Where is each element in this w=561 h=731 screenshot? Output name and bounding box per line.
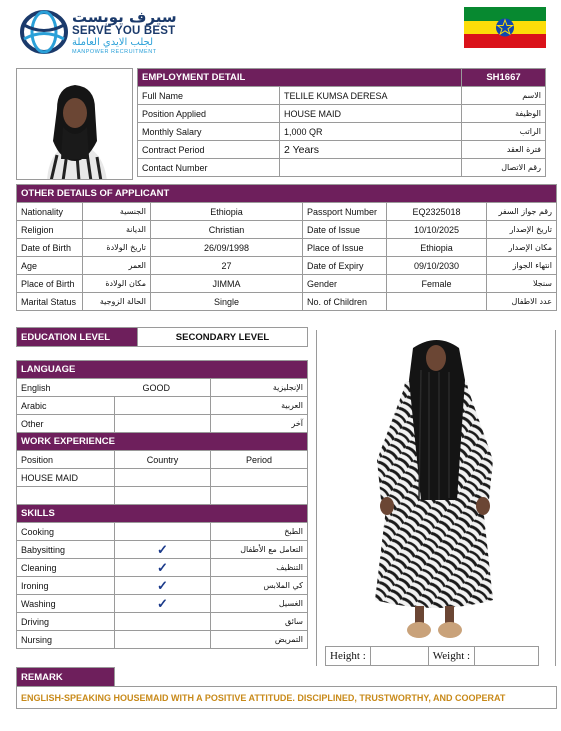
skill-check xyxy=(115,523,211,541)
field-label-arabic: سنجلا xyxy=(487,275,557,293)
skill-row xyxy=(17,577,308,595)
skill-name: Cleaning xyxy=(17,559,115,577)
field-label: No. of Children xyxy=(303,293,387,311)
table-row xyxy=(17,257,557,275)
reference-code: SH1667 xyxy=(462,69,546,87)
skill-check xyxy=(115,559,211,577)
table-row xyxy=(138,141,546,159)
skill-name-arabic: الغسيل xyxy=(211,595,308,613)
table-row xyxy=(17,221,557,239)
employment-detail-table xyxy=(137,68,546,177)
table-row xyxy=(17,469,308,487)
field-value: HOUSE MAID xyxy=(280,105,462,123)
field-label-arabic: انتهاء الجواز xyxy=(487,257,557,275)
applicant-headshot xyxy=(16,68,133,180)
full-body-image xyxy=(317,330,555,646)
height-label: Height : xyxy=(326,647,371,666)
skill-name: Cooking xyxy=(17,523,115,541)
language-name-arabic: آخر xyxy=(211,415,308,433)
field-label: Passport Number xyxy=(303,203,387,221)
field-label: Date of Issue xyxy=(303,221,387,239)
field-value: 27 xyxy=(151,257,303,275)
skill-name: Ironing xyxy=(17,577,115,595)
field-value xyxy=(387,293,487,311)
field-label: Place of Issue xyxy=(303,239,387,257)
skill-check xyxy=(115,541,211,559)
field-value: 2 Years xyxy=(280,141,462,159)
skill-row xyxy=(17,523,308,541)
field-label: Place of Birth xyxy=(17,275,83,293)
checkmark-icon: ✓ xyxy=(157,578,168,593)
field-label: Position Applied xyxy=(138,105,280,123)
skill-name-arabic: التنظيف xyxy=(211,559,308,577)
skill-name-arabic: التمريض xyxy=(211,631,308,649)
skill-name: Driving xyxy=(17,613,115,631)
work-period xyxy=(211,469,308,487)
height-value xyxy=(370,647,428,666)
skill-name-arabic: كي الملابس xyxy=(211,577,308,595)
field-label: Nationality xyxy=(17,203,83,221)
skill-name: Nursing xyxy=(17,631,115,649)
weight-value xyxy=(475,647,539,666)
skill-name-arabic: سائق xyxy=(211,613,308,631)
field-value: 09/10/2030 xyxy=(387,257,487,275)
column-header-period: Period xyxy=(211,451,308,469)
language-level: GOOD xyxy=(115,379,211,397)
table-header-row xyxy=(17,451,308,469)
field-label-arabic: الجنسية xyxy=(83,203,151,221)
field-label-arabic: الوظيفة xyxy=(462,105,546,123)
field-label: Full Name xyxy=(138,87,280,105)
work-experience-header: WORK EXPERIENCE xyxy=(17,433,308,451)
table-row xyxy=(17,239,557,257)
checkmark-icon: ✓ xyxy=(157,560,168,575)
language-name: Arabic xyxy=(17,397,115,415)
skill-name: Babysitting xyxy=(17,541,115,559)
skill-row xyxy=(17,595,308,613)
education-level-header: EDUCATION LEVEL xyxy=(17,328,138,347)
field-value: Christian xyxy=(151,221,303,239)
field-label: Religion xyxy=(17,221,83,239)
language-work-skills-table xyxy=(16,360,308,649)
field-label: Marital Status xyxy=(17,293,83,311)
table-row xyxy=(17,275,557,293)
field-value: 10/10/2025 xyxy=(387,221,487,239)
field-label-arabic: تاريخ الإصدار xyxy=(487,221,557,239)
remark-header: REMARK xyxy=(17,668,115,687)
field-label-arabic: الحالة الزوجية xyxy=(83,293,151,311)
logo-english-text: SERVE YOU BEST xyxy=(72,25,176,37)
work-position: HOUSE MAID xyxy=(17,469,115,487)
field-label: Contact Number xyxy=(138,159,280,177)
globe-logo-icon xyxy=(20,10,68,54)
remark-table xyxy=(16,667,557,709)
table-row xyxy=(17,379,308,397)
table-row xyxy=(17,203,557,221)
skill-row xyxy=(17,613,308,631)
applicant-full-body-photo xyxy=(316,330,556,666)
work-position xyxy=(17,487,115,505)
checkmark-icon: ✓ xyxy=(157,596,168,611)
skill-row xyxy=(17,541,308,559)
field-value xyxy=(280,159,462,177)
table-row xyxy=(138,159,546,177)
field-label-arabic: مكان الولادة xyxy=(83,275,151,293)
field-label: Contract Period xyxy=(138,141,280,159)
table-row xyxy=(138,123,546,141)
language-level xyxy=(115,397,211,415)
column-header-position: Position xyxy=(17,451,115,469)
remark-text: ENGLISH-SPEAKING HOUSEMAID WITH A POSITIVE ATTITUDE. DISCIPLINED, TRUSTWORTHY, AND COOPERAT xyxy=(17,687,557,709)
skill-row xyxy=(17,559,308,577)
language-name: Other xyxy=(17,415,115,433)
headshot-image xyxy=(17,69,133,180)
skill-name-arabic: التعامل مع الأطفال xyxy=(211,541,308,559)
logo-arabic-subtext: لجلب الايدي العاملة xyxy=(72,37,154,48)
logo-tagline: MANPOWER RECRUITMENT xyxy=(72,49,157,55)
field-label-arabic: رقم جواز السفر xyxy=(487,203,557,221)
field-label: Monthly Salary xyxy=(138,123,280,141)
language-header: LANGUAGE xyxy=(17,361,308,379)
field-label-arabic: مكان الإصدار xyxy=(487,239,557,257)
skill-row xyxy=(17,631,308,649)
field-label-arabic: الراتب xyxy=(462,123,546,141)
field-value: Ethiopia xyxy=(387,239,487,257)
weight-label: Weight : xyxy=(428,647,474,666)
field-label-arabic: العمر xyxy=(83,257,151,275)
field-label: Date of Expiry xyxy=(303,257,387,275)
work-period xyxy=(211,487,308,505)
language-level xyxy=(115,415,211,433)
field-value: Female xyxy=(387,275,487,293)
table-row xyxy=(17,415,308,433)
skills-header: SKILLS xyxy=(17,505,308,523)
table-row xyxy=(17,397,308,415)
field-label: Gender xyxy=(303,275,387,293)
company-logo xyxy=(20,8,180,56)
field-label-arabic: عدد الاطفال xyxy=(487,293,557,311)
skill-name: Washing xyxy=(17,595,115,613)
field-value: TELILE KUMSA DERESA xyxy=(280,87,462,105)
field-label: Date of Birth xyxy=(17,239,83,257)
column-header-country: Country xyxy=(115,451,211,469)
education-level-table xyxy=(16,327,308,347)
height-weight-table xyxy=(325,646,539,666)
field-value: Ethiopia xyxy=(151,203,303,221)
work-country xyxy=(115,487,211,505)
field-value: JIMMA xyxy=(151,275,303,293)
employment-detail-header: EMPLOYMENT DETAIL xyxy=(138,69,462,87)
skill-check xyxy=(115,577,211,595)
field-label-arabic: فترة العقد xyxy=(462,141,546,159)
skill-check xyxy=(115,595,211,613)
remark-header-filler xyxy=(115,668,557,687)
field-label-arabic: تاريخ الولادة xyxy=(83,239,151,257)
other-details-table xyxy=(16,184,557,311)
field-label-arabic: الاسم xyxy=(462,87,546,105)
field-value: 1,000 QR xyxy=(280,123,462,141)
work-country xyxy=(115,469,211,487)
ethiopia-flag-icon xyxy=(464,7,546,48)
table-row xyxy=(17,293,557,311)
education-level-value: SECONDARY LEVEL xyxy=(138,328,308,347)
field-label: Age xyxy=(17,257,83,275)
field-value: Single xyxy=(151,293,303,311)
checkmark-icon: ✓ xyxy=(157,542,168,557)
skill-check xyxy=(115,631,211,649)
language-name-arabic: الإنجليزية xyxy=(211,379,308,397)
language-name-arabic: العربية xyxy=(211,397,308,415)
skill-name-arabic: الطبخ xyxy=(211,523,308,541)
field-label-arabic: الديانة xyxy=(83,221,151,239)
other-details-header: OTHER DETAILS OF APPLICANT xyxy=(17,185,557,203)
language-name: English xyxy=(17,379,115,397)
field-label-arabic: رقم الاتصال xyxy=(462,159,546,177)
field-value: EQ2325018 xyxy=(387,203,487,221)
field-value: 26/09/1998 xyxy=(151,239,303,257)
logo-arabic-text: سيرف يوبست xyxy=(72,8,177,26)
skill-check xyxy=(115,613,211,631)
table-row xyxy=(138,87,546,105)
table-row xyxy=(138,105,546,123)
table-row xyxy=(17,487,308,505)
